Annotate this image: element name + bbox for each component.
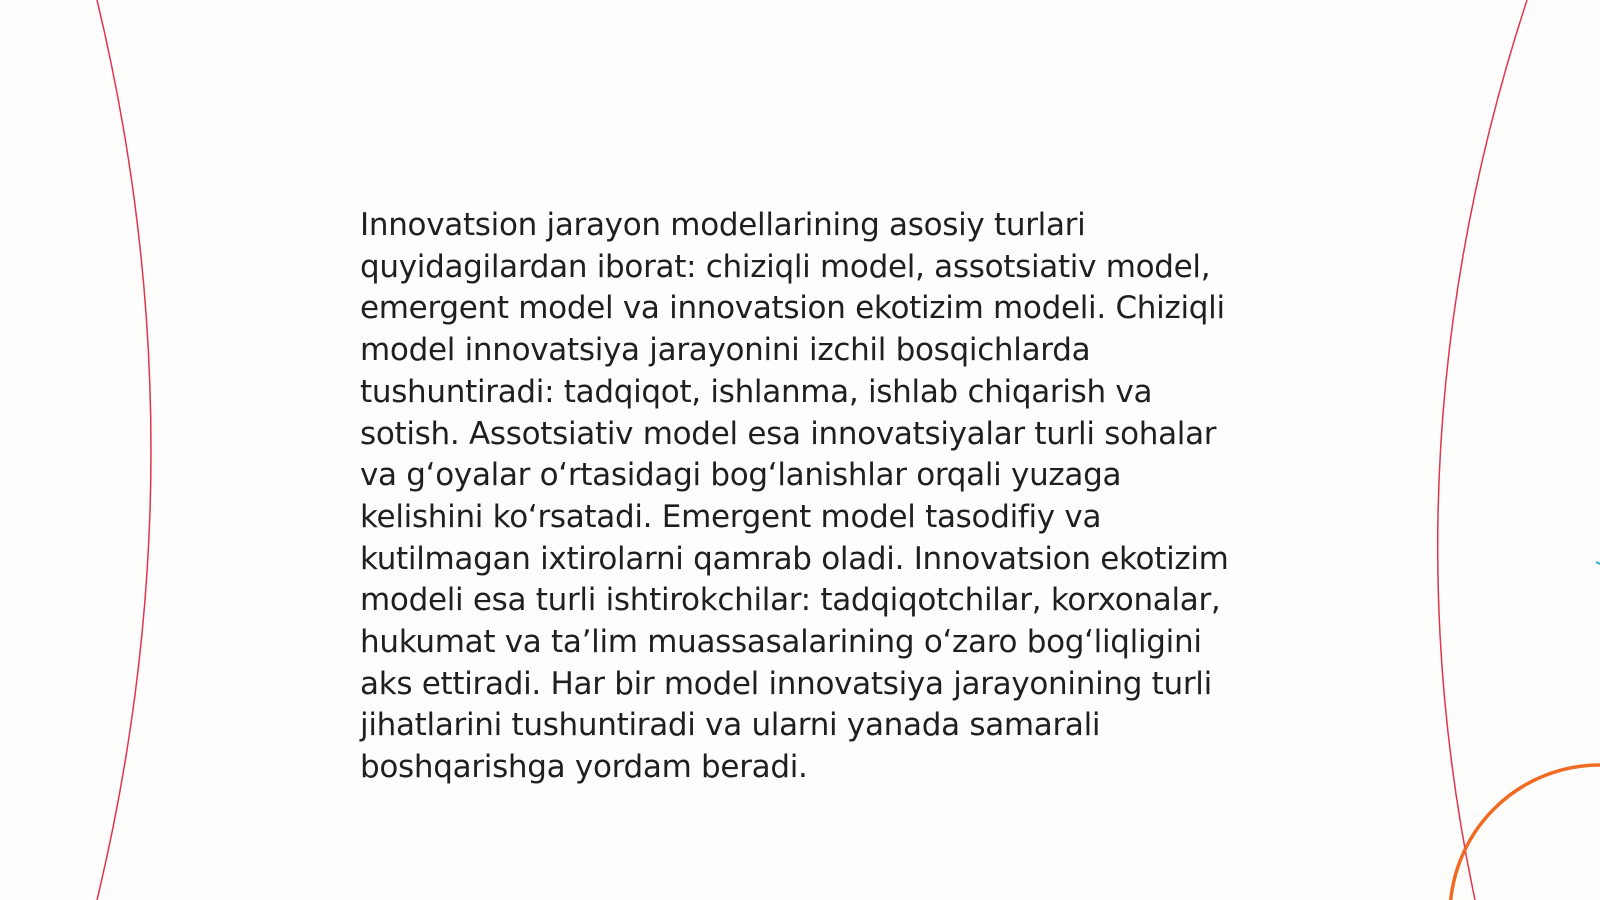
slide-body-text: Innovatsion jarayon modellarining asosiy turlari quyidagilardan iborat: chiziqli model, assotsiativ model, emergent model va innovatsion ekotizim modeli. Chiziqli model innovatsiya jarayonini izchil bosqichlarda tushuntiradi: tadqiqot, ishlanma, ishlab chiqarish va sotish. Assotsiativ model esa innovatsiyalar turli sohalar va g‘oyalar o‘rtasidagi bog‘lanishlar orqali yuzaga kelishini ko‘rsatadi. Emergent model tasodifiy va kutilmagan ixtirolarni qamrab oladi. Innovatsion ekotizim modeli esa turli ishtirokchilar: tadqiqotchilar, korxonalar, hukumat va ta’lim muassasalarining o‘zaro bog‘liqligini aks ettiradi. Har bir model innovatsiya jarayonining turli jihatlarini tushuntiradi va ularni yanada samarali boshqarishga yordam beradi. [360, 207, 1229, 786]
right-arc-line [1438, 0, 1527, 900]
orange-circle-outline [1450, 765, 1600, 900]
left-arc-line [97, 0, 151, 900]
teal-accent-mark [1596, 562, 1600, 564]
